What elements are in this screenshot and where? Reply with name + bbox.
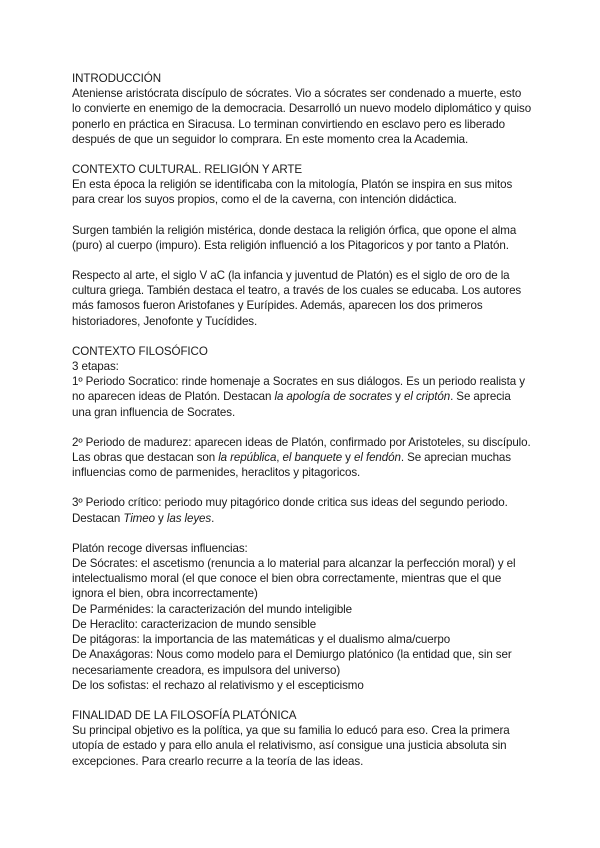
etapa-1-tail: . Se aprecia una gran influencia de Socrates. <box>72 390 511 419</box>
work-title: el banquete <box>282 451 343 465</box>
cultural-heading: CONTEXTO CULTURAL. RELIGIÓN Y ARTE <box>72 163 303 177</box>
influencia-item: De los sofistas: el rechazo al relativismo y el escepticismo <box>72 678 364 692</box>
etapas-label: 3 etapas: <box>72 360 119 374</box>
etapa-2-text: 2º Periodo de madurez: aparecen ideas de Platón, confirmado por Aristoteles, su discípulo. Las obras que destacan son <box>72 435 531 465</box>
work-title: la república <box>218 451 277 465</box>
influencias-intro: Platón recoge diversas influencias: <box>72 541 248 555</box>
etapa-1 <box>72 374 532 420</box>
cultural-paragraph-2: Surgen también la religión mistérica, donde destaca la religión órfica, que opone el alma (puro) al cuerpo (impuro). Esta religión influenció a los Pitagoricos y por tanto a Platón. <box>72 223 517 252</box>
etapa-3 <box>72 495 532 525</box>
cultural-paragraph-1: En esta época la religión se identificaba con la mitología, Platón se inspira en sus mitos para crear los suyos propios, como el de la caverna, con intención didáctica. <box>72 178 513 207</box>
influencia-item: De Heraclito: caracterizacion de mundo sensible <box>72 617 317 631</box>
etapa-2-conj: y <box>342 451 355 465</box>
work-title: Timeo <box>123 511 155 525</box>
influencia-item: De Parménides: la caracterización del mundo inteligible <box>72 602 352 616</box>
etapa-3-conj: y <box>154 511 167 525</box>
filosofico-heading: CONTEXTO FILOSÓFICO <box>72 344 208 358</box>
work-title: la apología de socrates <box>274 390 393 404</box>
work-title: el criptón <box>404 390 451 404</box>
etapa-2 <box>72 435 532 481</box>
intro-paragraph: Ateniense aristócrata discípulo de sócrates. Vio a sócrates ser condenado a muerte, esto lo convierte en enemigo de la democracia. Desarrolló un nuevo modelo diplomático y quiso ponerlo en práctica en Siracusa. Lo terminan convirtiendo en esclavo pero es liberado después de que un seguidor lo comprara. En este momento crea la Academia. <box>72 87 532 146</box>
document-page <box>72 71 532 769</box>
etapa-1-text: 1º Periodo Socratico: rinde homenaje a Socrates en sus diálogos. Es un periodo realista y no aparecen ideas de Platón. Destacan <box>72 375 525 404</box>
etapa-2-tail: . Se aprecian muchas influencias como de parmenides, heraclitos y pitagoricos. <box>72 451 511 480</box>
etapa-3-tail: . <box>211 511 215 525</box>
intro-heading: INTRODUCCIÓN <box>72 72 161 85</box>
etapa-1-conj: y <box>392 390 405 404</box>
finalidad-paragraph: Su principal objetivo es la política, ya que su familia lo educó para eso. Crea la primera utopía de estado y para ello anula el relativismo, así consigue una justicia absoluta sin excepciones. Para crearlo recurre a la teoría de las ideas. <box>72 724 510 768</box>
work-title: el fendón <box>354 451 401 465</box>
influencia-item: De Anaxágoras: Nous como modelo para el Demiurgo platónico (la entidad que, sin ser necesariamente creadora, es impulsora del universo) <box>72 648 512 677</box>
influencia-item: De pitágoras: la importancia de las matemáticas y el dualismo alma/cuerpo <box>72 633 451 647</box>
etapa-2-sep: , <box>276 451 283 465</box>
work-title: las leyes <box>166 511 212 525</box>
etapa-3-text: 3º Periodo crítico: periodo muy pitagórico donde critica sus ideas del segundo periodo. Destacan <box>72 496 508 525</box>
finalidad-heading: FINALIDAD DE LA FILOSOFÍA PLATÓNICA <box>72 708 297 722</box>
cultural-paragraph-3: Respecto al arte, el siglo V aC (la infancia y juventud de Platón) es el siglo de oro de la cultura griega. También destaca el teatro, a través de los cuales se educaba. Los autores más famosos fueron Aristofanes y Eurípides. Además, aparecen los dos primeros historiadores, Jenofonte y Tucídides. <box>72 269 522 328</box>
influencia-item: De Sócrates: el ascetismo (renuncia a lo material para alcanzar la perfección moral) y el intelectualismo moral (el que conoce el bien obra correctamente, mientras que el que ignora el bien, obra incorrectamente) <box>72 557 516 601</box>
